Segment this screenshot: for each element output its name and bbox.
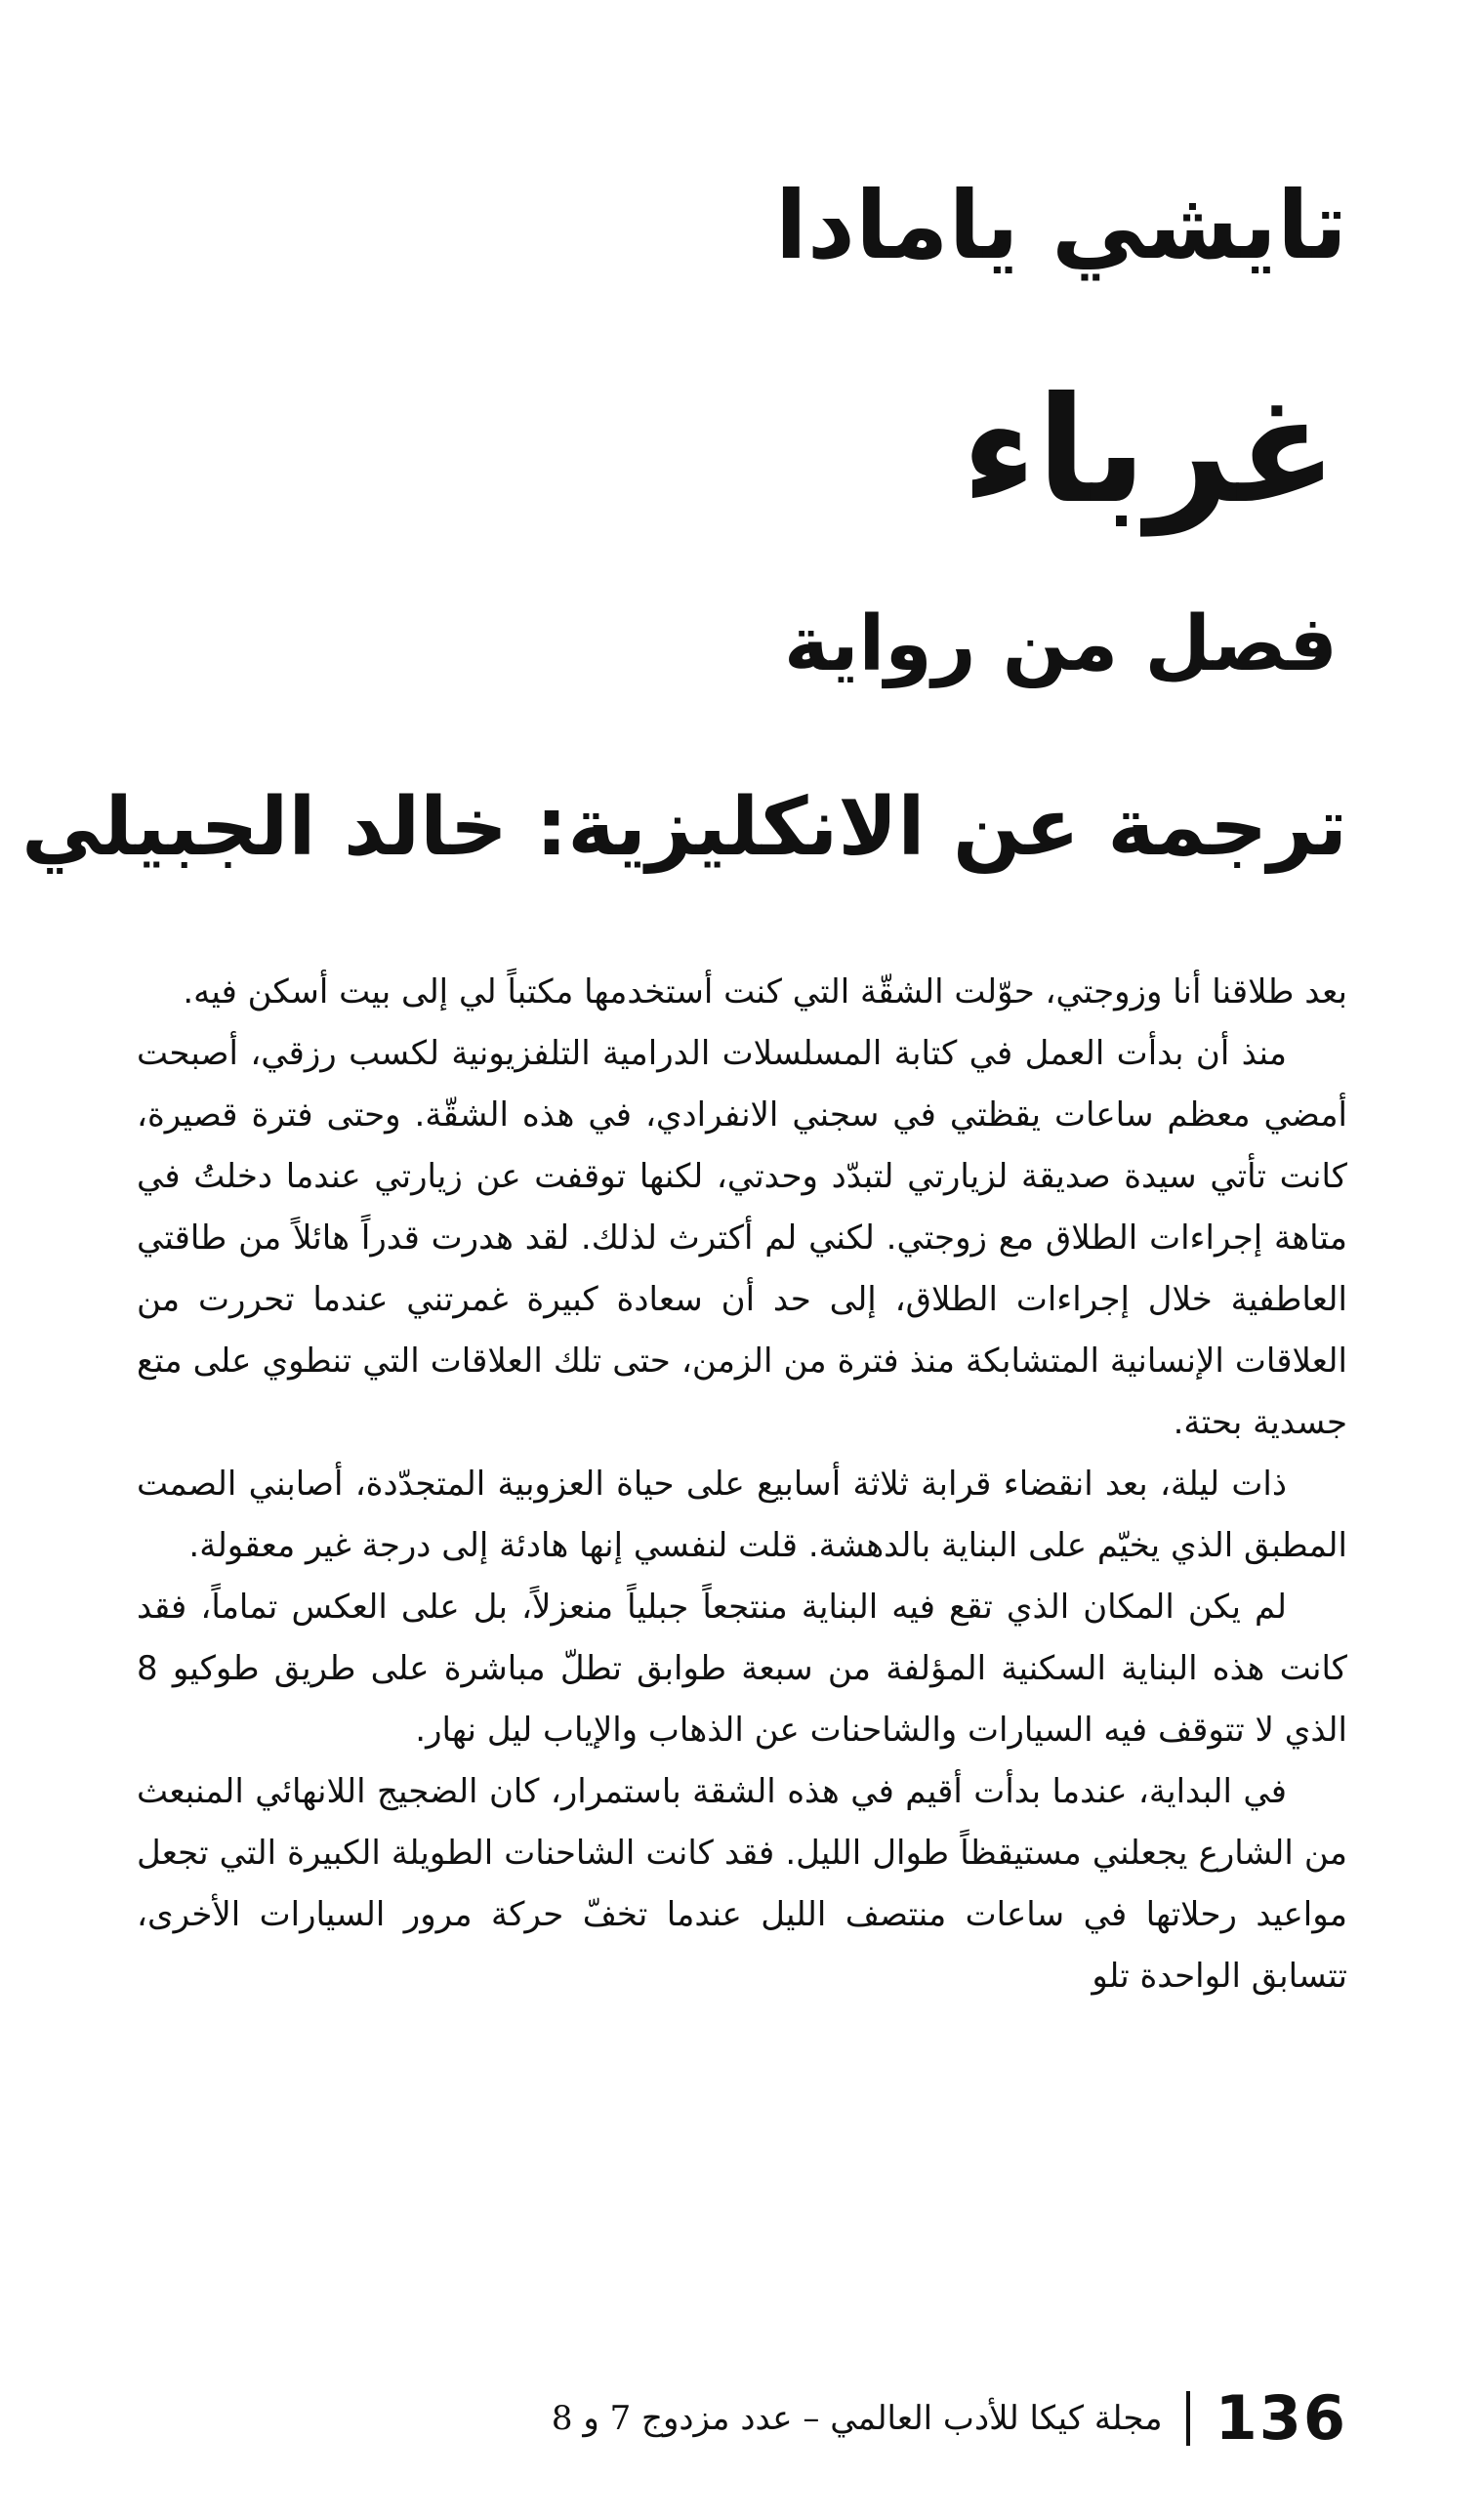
author-name: تايشي يامادا — [774, 171, 1347, 280]
paragraph-5: في البداية، عندما بدأت أقيم في هذه الشقة باستمرار، كان الضجيج اللانهائي المنبعث من الشارع يجعلني مستيقظاً طوال الليل. فقد كانت الشاحنات الطويلة الكبيرة التي تجعل مواعيد رحلاتها في ساعات منتصف الليل عندما تخفّ حركة مرور السيارات الأخرى، تتسابق الواحدة تلو — [137, 1772, 1347, 1996]
body-text — [137, 962, 1347, 2007]
journal-name: مجلة كيكا للأدب العالمي – عدد مزدوج 7 و 8 — [551, 2398, 1163, 2438]
paragraph-4: لم يكن المكان الذي تقع فيه البناية منتجعاً جبلياً منعزلاً، بل على العكس تماماً، فقد كانت هذه البناية السكنية المؤلفة من سبعة طوابق تطلّ مباشرة على طريق طوكيو 8 الذي لا تتوقف فيه السيارات والشاحنات عن الذهاب والإياب ليل نهار. — [137, 1588, 1347, 1750]
page-footer — [137, 2382, 1347, 2454]
paragraph-2: منذ أن بدأت العمل في كتابة المسلسلات الدرامية التلفزيونية لكسب رزقي، أصبحت أمضي معظم ساعات يقظتي في سجني الانفرادي، في هذه الشقّة. وحتى فترة قصيرة، كانت تأتي سيدة صديقة لزيارتي لتبدّد وحدتي، لكنها توقفت عن زيارتي عندما دخلتُ في متاهة إجراءات الطلاق مع زوجتي. لكني لم أكترث لذلك. لقد هدرت قدراً هائلاً من طاقتي العاطفية خلال إجراءات الطلاق، إلى حد أن سعادة كبيرة غمرتني عندما تحررت من العلاقات الإنسانية المتشابكة منذ فترة من الزمن، حتى تلك العلاقات التي تنطوي على متع جسدية بحتة. — [137, 1034, 1347, 1442]
novel-title: غرباء — [961, 366, 1338, 536]
paragraph-1: بعد طلاقنا أنا وزوجتي، حوّلت الشقّة التي كنت أستخدمها مكتباً لي إلى بيت أسكن فيه. — [183, 972, 1347, 1012]
translator-credit: ترجمة عن الانكليزية: خالد الجبيلي — [21, 781, 1347, 874]
page-number: 136 — [1215, 2382, 1347, 2454]
paragraph-3: ذات ليلة، بعد انقضاء قرابة ثلاثة أسابيع على حياة العزوبية المتجدّدة، أصابني الصمت المطبق الذي يخيّم على البناية بالدهشة. قلت لنفسي إنها هادئة إلى درجة غير معقولة. — [137, 1465, 1347, 1565]
footer-divider — [1186, 2391, 1190, 2446]
subtitle: فصل من رواية — [783, 600, 1338, 688]
